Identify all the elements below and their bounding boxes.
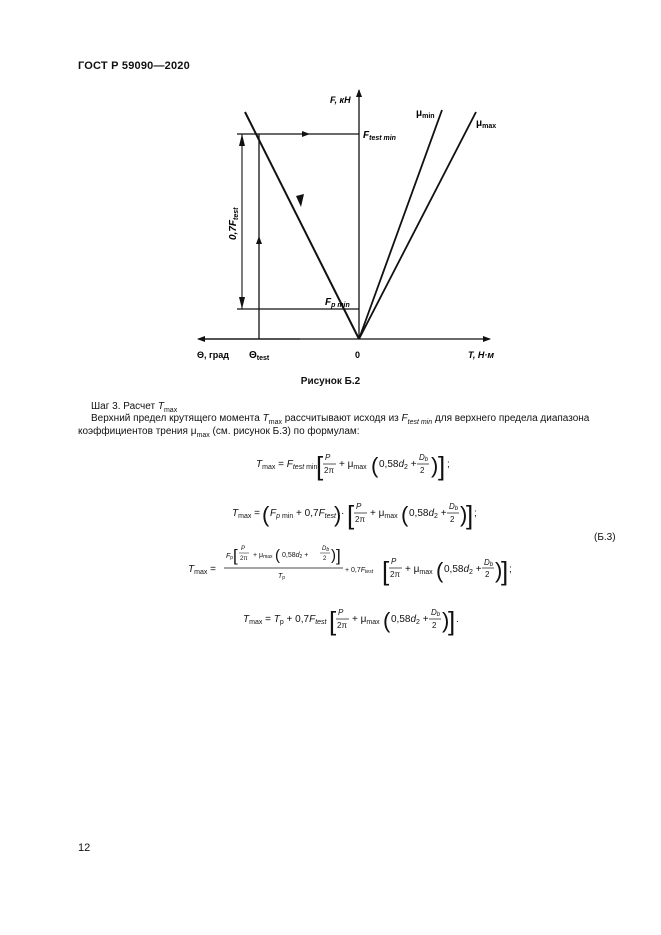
svg-text:2: 2: [485, 570, 490, 579]
svg-text:P: P: [391, 557, 397, 566]
equation-number: (Б.3): [594, 532, 616, 543]
svg-text:): ): [431, 453, 439, 478]
svg-text:2π: 2π: [324, 466, 334, 475]
svg-text:P: P: [356, 502, 362, 511]
paragraph-line-2: коэффициентов трения $\mu_{max}$ (см. рисунок Б.3) по формулам:: [78, 426, 360, 439]
svg-text:): ): [442, 608, 450, 633]
svg-text:2π: 2π: [355, 515, 365, 524]
svg-text:Db: Db: [322, 546, 330, 553]
svg-text:(: (: [275, 547, 280, 564]
svg-text:0,58d2 +: $0,58d_2$ +: [444, 564, 482, 576]
svg-text:Db: Db: [431, 608, 441, 618]
svg-text:+ μmax: + $\mu_{max}$: [339, 459, 367, 471]
svg-text:): ): [331, 547, 336, 564]
mu-min-label: $\mu_{min}$: [416, 108, 435, 120]
svg-text:]: ]: [448, 606, 456, 636]
svg-text:): ): [460, 502, 468, 527]
svg-text:[: [: [233, 546, 238, 565]
svg-text:Fp: Fp: [226, 553, 234, 561]
f-test-min-label: $F_{test min}$: [363, 130, 396, 142]
svg-text:2: 2: [432, 621, 437, 630]
theta-axis-label: Θ, град: [197, 350, 229, 360]
svg-text:;: ;: [474, 508, 477, 519]
svg-text:]: ]: [466, 500, 474, 530]
svg-text:+ μmax: + μmax: [253, 552, 273, 560]
svg-text:+ μmax: + $\mu_{max}$: [405, 564, 433, 576]
svg-text:Db: Db: [484, 558, 494, 568]
svg-text:[: [: [329, 606, 337, 636]
svg-text:Db: Db: [419, 453, 429, 463]
loading-arrow: [296, 194, 304, 207]
f-axis-label: F, кН: [330, 95, 351, 105]
svg-text:.: .: [456, 614, 459, 625]
theta-test-label: $\Theta_{test}$: [249, 350, 270, 362]
svg-text:0,58d2 +: 0,58d2 +: [282, 552, 309, 560]
t-axis-label: T, Н·м: [468, 350, 494, 360]
dimension-arrow-bottom: [239, 297, 245, 309]
svg-text:]: ]: [501, 556, 509, 586]
svg-text:2π: 2π: [337, 621, 347, 630]
seven-f-label: $0,7F_{test}$: [228, 207, 240, 240]
mu-max-line: [359, 112, 476, 339]
svg-text:]: ]: [438, 451, 446, 481]
svg-text:0,58d2 +: $0,58d_2$ +: [391, 614, 429, 626]
svg-text:2π: 2π: [240, 556, 248, 562]
svg-text:[: [: [382, 556, 390, 586]
svg-text:Fp min + 0,7Ftest: $F_p$ $\min + 0,7F_{test}$: [270, 508, 336, 520]
f-test-min-arrow: [302, 131, 310, 137]
svg-text:2: 2: [420, 466, 425, 475]
svg-text:(: (: [262, 502, 270, 527]
f-p-min-label: $F_{p min}$: [325, 297, 350, 309]
svg-text:Tmax =: $T_{max}$ =: [188, 564, 216, 576]
torque-force-diagram: [0, 0, 661, 380]
svg-text:P: P: [241, 546, 246, 552]
svg-text:P: P: [325, 453, 331, 462]
svg-text:2π: 2π: [390, 570, 400, 579]
svg-text:;: ;: [447, 459, 450, 470]
svg-text:Tmax = Ftest min: $T_{max} = F_{test}$ min: [256, 459, 318, 471]
svg-text:0,58d2 +: $0,58d_2$ +: [379, 459, 417, 471]
svg-text:2: 2: [450, 515, 455, 524]
svg-text:(: (: [436, 558, 444, 583]
dimension-arrow-top: [239, 134, 245, 146]
svg-text:P: P: [338, 608, 344, 617]
svg-text:(: (: [383, 608, 391, 633]
svg-text:]: ]: [336, 546, 341, 565]
document-header: ГОСТ Р 59090—2020: [78, 60, 190, 72]
svg-text:[: [: [347, 500, 355, 530]
mu-max-label: $\mu_{max}$: [476, 118, 497, 130]
svg-text:): ): [495, 558, 503, 583]
step-3-title: Шаг 3. Расчет $T_{max}$: [91, 401, 178, 414]
svg-text:+ 0,7Ftest: + 0,7Ftest: [345, 567, 374, 575]
figure-caption: Рисунок Б.2: [300, 376, 361, 387]
svg-text:(: (: [401, 502, 409, 527]
svg-text:;: ;: [509, 564, 512, 575]
page-number: 12: [78, 842, 91, 854]
paragraph-line-1: Верхний предел крутящего момента $T_{max}$ рассчитывают исходя из $F_{test min}$ для верхнего предела диапазона: [91, 413, 590, 426]
svg-text:): ): [334, 502, 342, 527]
formula-block: [0, 440, 661, 640]
zero-label: 0: [355, 350, 361, 360]
svg-text:(: (: [371, 453, 379, 478]
svg-text:+ μmax: + $\mu_{max}$: [352, 614, 380, 626]
svg-text:Tmax = Tp + 0,7Ftest: $T_{max} = T_p + 0,7F_{test}$: [243, 614, 327, 626]
svg-text:Db: Db: [449, 502, 459, 512]
svg-text:2: 2: [323, 556, 327, 562]
theta-test-arrow: [256, 236, 262, 244]
svg-text:Tmax =: $T_{max}$ =: [232, 508, 260, 520]
mu-min-line: [359, 110, 442, 339]
svg-text:+ μmax: + $\mu_{max}$: [370, 508, 398, 520]
svg-text:Tp: Tp: [278, 573, 286, 581]
svg-text:[: [: [316, 451, 324, 481]
svg-text:0,58d2 +: $0,58d_2$ +: [409, 508, 447, 520]
svg-text:·: ·: [341, 508, 345, 519]
